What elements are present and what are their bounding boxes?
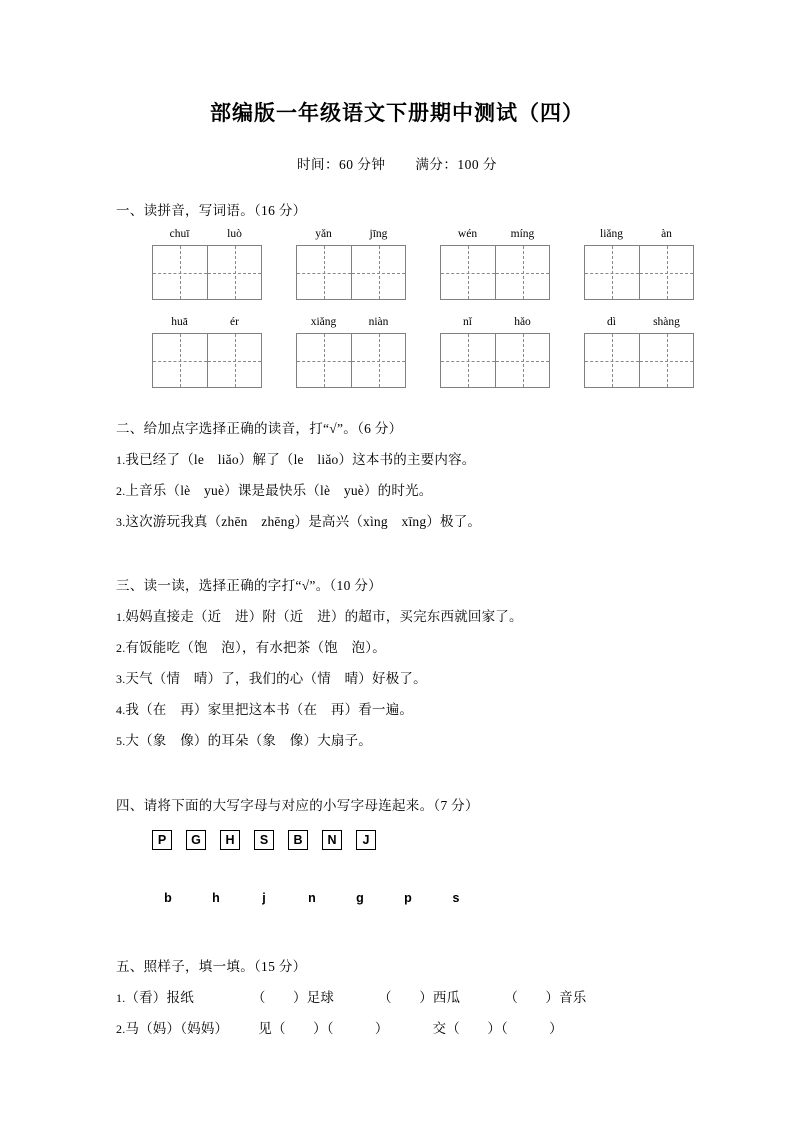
question-text: 上音乐（lè yuè）课是最快乐（lè yuè）的时光。 — [125, 483, 433, 498]
question-item[interactable] — [116, 627, 794, 658]
question-item[interactable] — [116, 658, 794, 689]
fill-blank[interactable]: 交（ ）（ ） — [432, 1021, 563, 1036]
pinyin-syllable: wén — [457, 228, 478, 240]
question-number: 1. — [116, 453, 126, 467]
tianzige-group[interactable] — [296, 242, 406, 300]
uppercase-letter-box[interactable]: P — [152, 830, 172, 850]
pinyin-syllable: xiǎng — [310, 316, 337, 328]
tianzige-cell[interactable] — [639, 246, 693, 299]
exam-time: 时间：60 分钟 — [297, 157, 386, 172]
tianzige-cell[interactable] — [585, 246, 639, 299]
pinyin-word-4 — [584, 226, 694, 242]
pinyin-grid-block — [116, 221, 794, 388]
tianzige-cell[interactable] — [495, 246, 549, 299]
lowercase-letter[interactable]: b — [164, 891, 172, 905]
tianzige-box[interactable] — [296, 245, 406, 300]
pinyin-syllable: jīng — [369, 228, 388, 240]
tianzige-group[interactable] — [296, 330, 406, 388]
tianzige-box[interactable] — [440, 333, 550, 388]
fill-blank[interactable]: （ ）西瓜 — [378, 990, 461, 1005]
pinyin-syllable: luò — [227, 228, 242, 240]
pinyin-syllable: chuī — [169, 228, 190, 240]
page-title: 部编版一年级语文下册期中测试（四） — [210, 101, 584, 125]
tianzige-group[interactable] — [152, 330, 262, 388]
question-text: 我（在 再）家里把这本书（在 再）看一遍。 — [125, 702, 414, 717]
question-text: 妈妈直接走（近 进）附（近 进）的超市，买完东西就回家了。 — [125, 609, 523, 624]
pinyin-syllable: ér — [230, 316, 239, 328]
section-character-choice — [0, 532, 794, 751]
fill-example: 马（妈）（妈妈） — [125, 1021, 229, 1036]
question-text: 有饭能吃（饱 泡），有水把茶（饱 泡）。 — [125, 640, 386, 655]
pinyin-syllable: shàng — [653, 316, 680, 328]
uppercase-letter-row — [116, 816, 794, 850]
section-letter-matching-heading: 四、请将下面的大写字母与对应的小写字母连起来。（7 分） — [116, 798, 479, 813]
pinyin-syllable: nǐ — [463, 316, 472, 328]
tianzige-cell[interactable] — [585, 334, 639, 387]
question-number: 1. — [116, 991, 126, 1005]
pinyin-syllable: àn — [661, 228, 672, 240]
tianzige-cell[interactable] — [351, 246, 405, 299]
uppercase-letter-box[interactable]: S — [254, 830, 274, 850]
question-item[interactable] — [116, 501, 794, 532]
tianzige-group[interactable] — [584, 242, 694, 300]
section-pinyin — [0, 175, 794, 388]
fill-blank[interactable]: 见（ ）（ ） — [258, 1021, 389, 1036]
tianzige-cell[interactable] — [297, 334, 351, 387]
tianzige-cell[interactable] — [207, 246, 261, 299]
lowercase-letter[interactable]: s — [452, 891, 460, 905]
pinyin-word-5 — [152, 314, 262, 330]
uppercase-letter-box[interactable]: G — [186, 830, 206, 850]
exam-total-score: 满分：100 分 — [415, 157, 497, 172]
question-text: 天气（情 晴）了，我们的心（情 晴）好极了。 — [125, 671, 427, 686]
uppercase-letter-box[interactable]: J — [356, 830, 376, 850]
tianzige-box[interactable] — [296, 333, 406, 388]
section-fill-in-heading: 五、照样子，填一填。（15 分） — [116, 959, 307, 974]
question-text: 我已经了（le liǎo）解了（le liǎo）这本书的主要内容。 — [125, 452, 476, 467]
pinyin-word-7 — [440, 314, 550, 330]
section-fill-in — [0, 908, 794, 1039]
question-item[interactable] — [116, 439, 794, 470]
exam-meta — [0, 127, 794, 175]
pinyin-syllable: liǎng — [600, 228, 623, 240]
lowercase-letter[interactable]: h — [212, 891, 220, 905]
question-text: 这次游玩我真（zhēn zhēng）是高兴（xìng xīng）极了。 — [125, 514, 482, 529]
tianzige-box[interactable] — [152, 245, 262, 300]
pinyin-syllable: niàn — [368, 316, 389, 328]
tianzige-box[interactable] — [440, 245, 550, 300]
pinyin-word-2 — [296, 226, 406, 242]
tianzige-cell[interactable] — [351, 334, 405, 387]
lowercase-letter[interactable]: p — [404, 891, 412, 905]
uppercase-letter-box[interactable]: H — [220, 830, 240, 850]
lowercase-letter-row — [116, 850, 794, 908]
pinyin-syllable: hǎo — [514, 316, 531, 328]
question-number: 4. — [116, 703, 126, 717]
question-item[interactable] — [116, 470, 794, 501]
question-number: 2. — [116, 1022, 126, 1036]
section-pronunciation-choice — [0, 388, 794, 532]
tianzige-box[interactable] — [584, 333, 694, 388]
tianzige-box[interactable] — [584, 245, 694, 300]
uppercase-letter-box[interactable]: N — [322, 830, 342, 850]
section-character-choice-heading: 三、读一读，选择正确的字打“√”。（10 分） — [116, 578, 382, 593]
question-number: 2. — [116, 641, 126, 655]
pinyin-syllable: huā — [171, 316, 188, 328]
tianzige-cell[interactable] — [639, 334, 693, 387]
lowercase-letter[interactable]: n — [308, 891, 316, 905]
question-item[interactable] — [116, 1008, 794, 1039]
question-number: 3. — [116, 515, 126, 529]
fill-blank[interactable]: （ ）足球 — [251, 990, 335, 1005]
pinyin-label-row-2 — [152, 311, 794, 330]
tianzige-group[interactable] — [440, 330, 550, 388]
uppercase-letter-box[interactable]: B — [288, 830, 308, 850]
question-number: 1. — [116, 610, 126, 624]
tianzige-group[interactable] — [152, 242, 262, 300]
pinyin-word-3 — [440, 226, 550, 242]
tianzige-cell[interactable] — [153, 246, 207, 299]
lowercase-letter[interactable]: j — [262, 891, 266, 905]
tianzige-cell[interactable] — [495, 334, 549, 387]
question-item[interactable] — [116, 689, 794, 720]
question-text: 大（象 像）的耳朵（象 像）大扇子。 — [125, 733, 373, 748]
fill-blank[interactable]: （ ）音乐 — [504, 990, 587, 1005]
tianzige-box[interactable] — [152, 333, 262, 388]
tianzige-cell[interactable] — [297, 246, 351, 299]
pinyin-syllable: yǎn — [315, 228, 332, 240]
section-letter-matching — [0, 751, 794, 908]
question-item[interactable] — [116, 977, 794, 1008]
question-number: 5. — [116, 734, 126, 748]
question-item[interactable] — [116, 596, 794, 627]
pinyin-word-6 — [296, 314, 406, 330]
question-number: 2. — [116, 484, 126, 498]
fill-example: （看）报纸 — [125, 990, 194, 1005]
pinyin-syllable: dì — [607, 316, 616, 328]
tianzige-cell[interactable] — [207, 334, 261, 387]
question-item[interactable] — [116, 720, 794, 751]
tianzige-group[interactable] — [440, 242, 550, 300]
tianzige-group[interactable] — [584, 330, 694, 388]
lowercase-letter[interactable]: g — [356, 891, 364, 905]
question-number: 3. — [116, 672, 126, 686]
pinyin-word-1 — [152, 226, 262, 242]
section-pronunciation-heading: 二、给加点字选择正确的读音，打“√”。（6 分） — [116, 421, 403, 436]
section-pinyin-heading: 一、读拼音，写词语。（16 分） — [116, 203, 307, 218]
pinyin-word-8 — [584, 314, 694, 330]
pinyin-syllable: míng — [510, 228, 535, 240]
tianzige-cell[interactable] — [153, 334, 207, 387]
pinyin-label-row-1 — [152, 223, 794, 242]
pinyin-box-row-1 — [152, 242, 794, 300]
tianzige-cell[interactable] — [441, 246, 495, 299]
pinyin-box-row-2 — [152, 330, 794, 388]
tianzige-cell[interactable] — [441, 334, 495, 387]
